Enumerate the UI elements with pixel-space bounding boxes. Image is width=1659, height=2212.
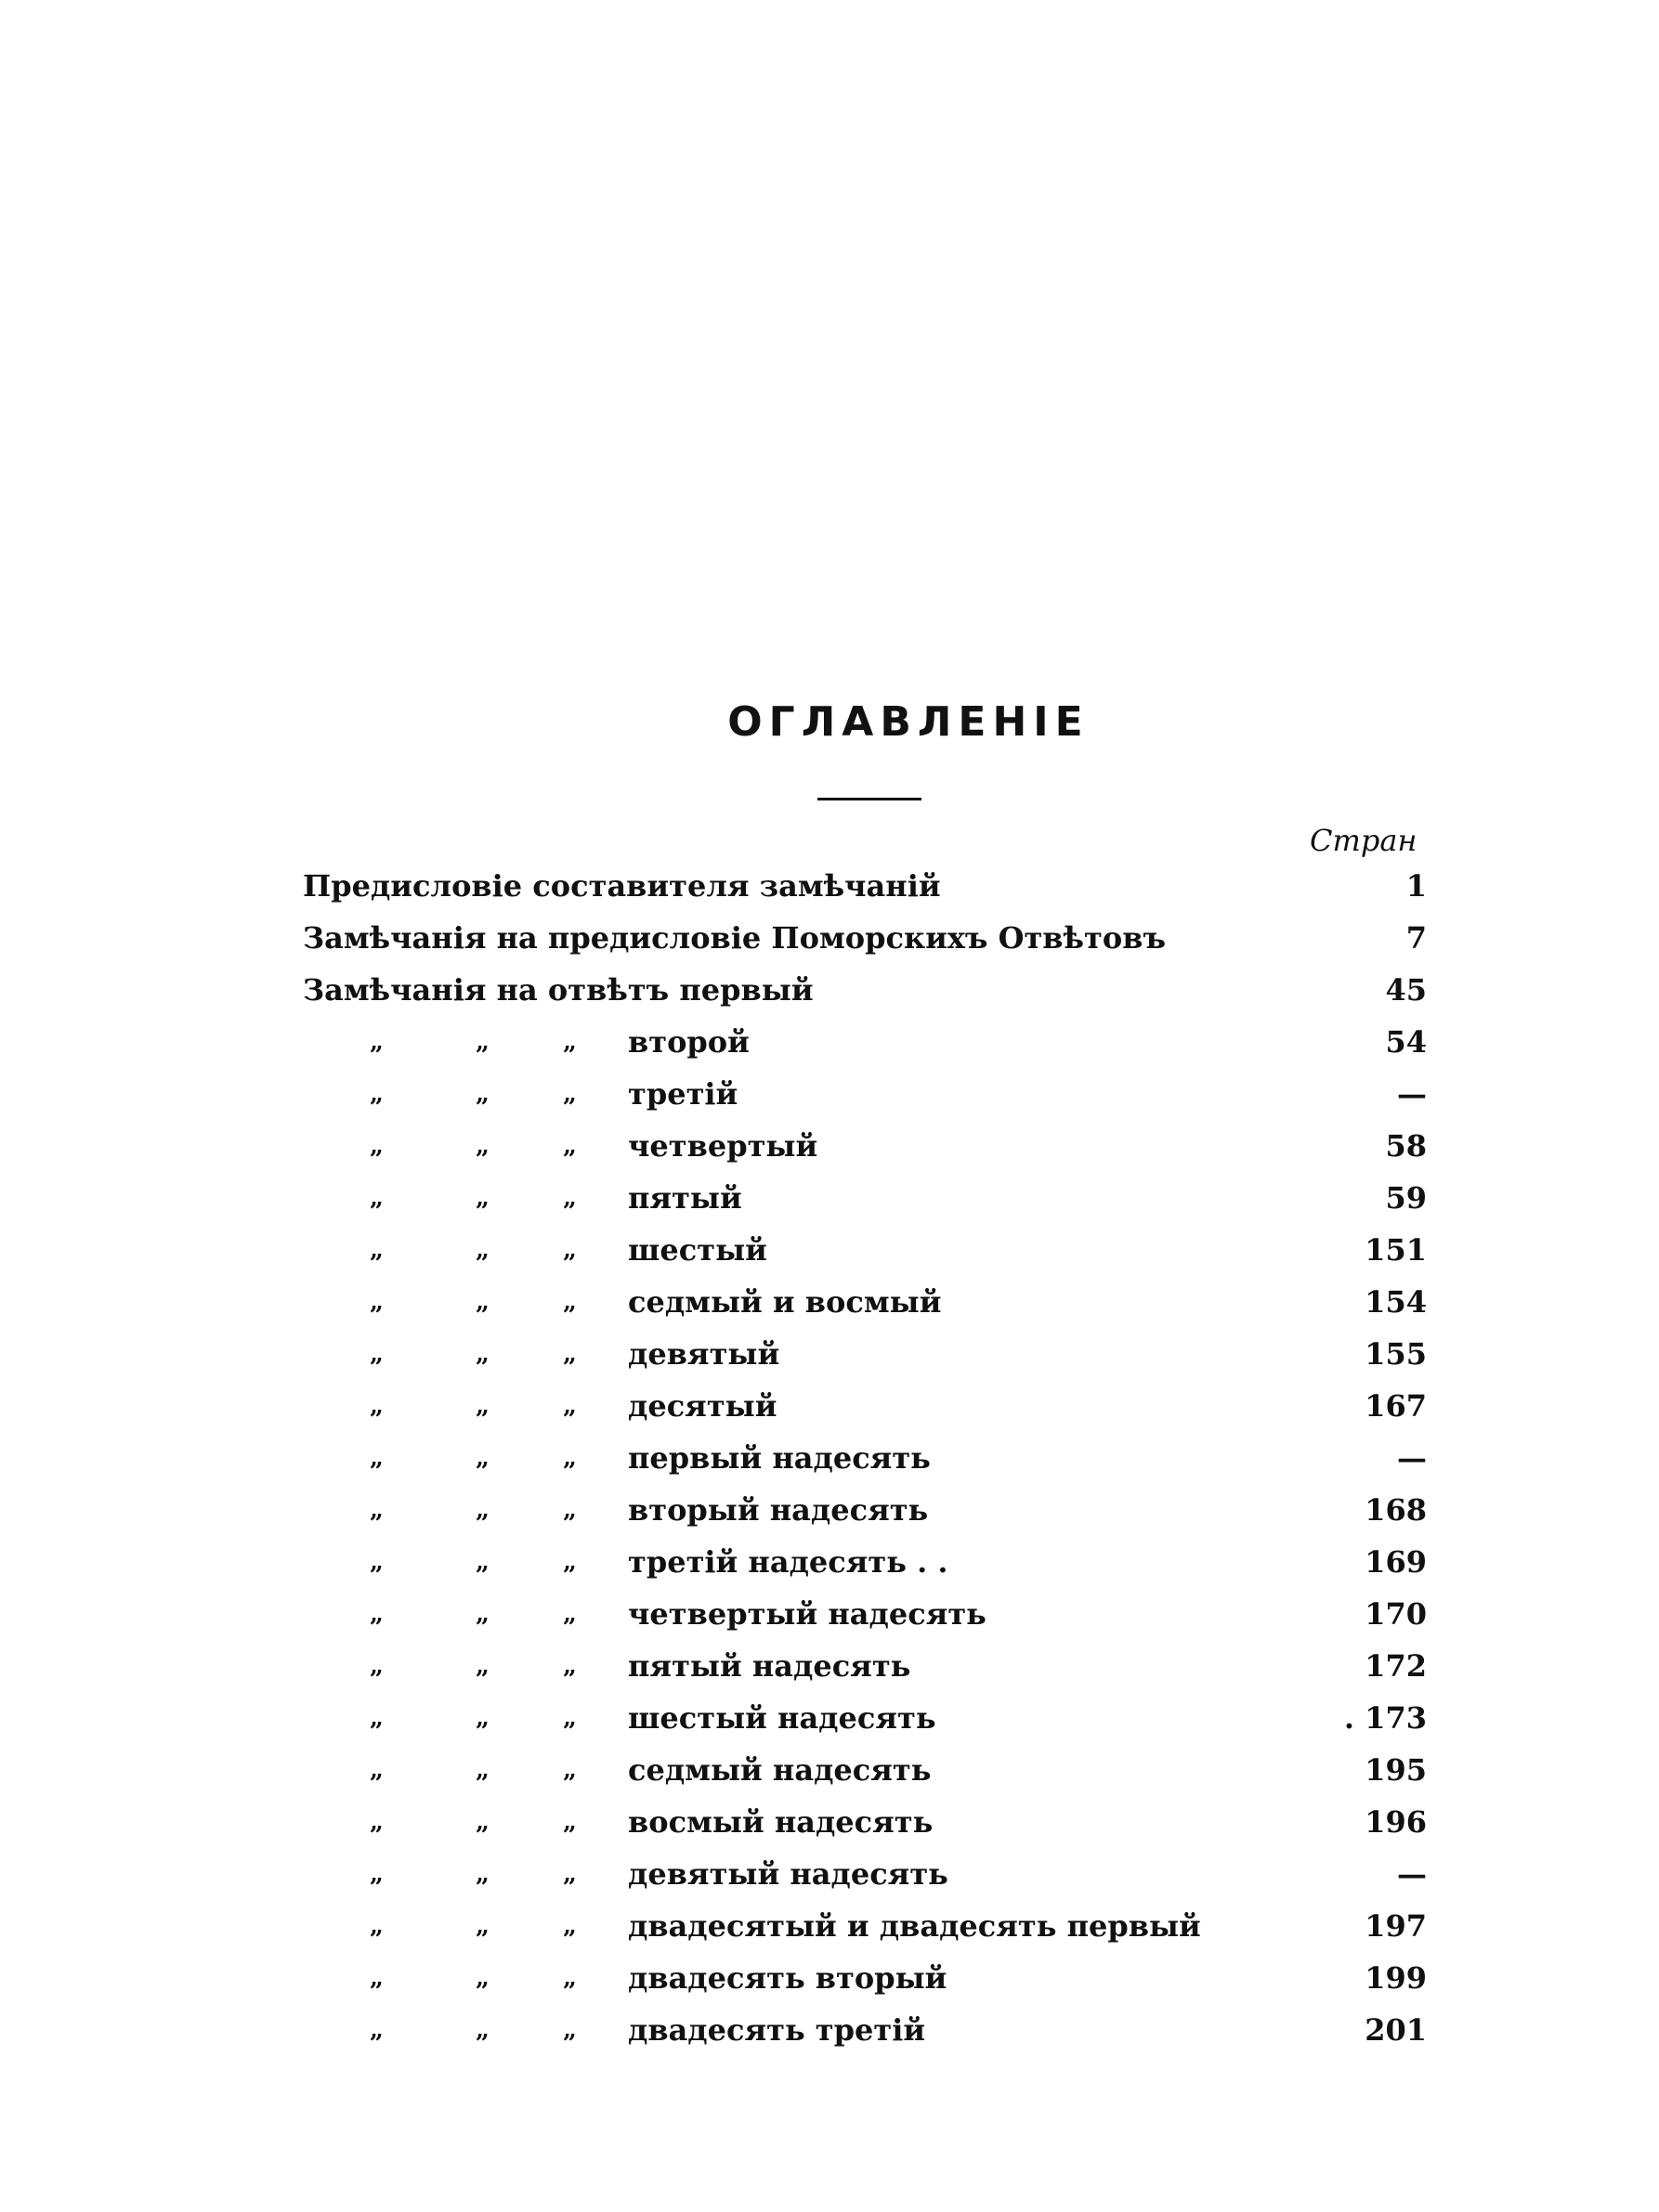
toc-entry-page: 167 <box>1365 1388 1427 1424</box>
toc-entry-page: 59 <box>1385 1180 1427 1216</box>
ditto-mark: „ <box>563 1340 577 1368</box>
toc-entry <box>303 1380 1427 1432</box>
toc-entry-title: пятый <box>628 1180 742 1216</box>
ditto-mark: „ <box>370 1600 384 1628</box>
ditto-mark: „ <box>563 1496 577 1524</box>
ditto-mark: „ <box>370 1860 384 1888</box>
toc-entry-page: — <box>1397 1856 1427 1892</box>
ditto-mark: „ <box>370 1548 384 1576</box>
toc-entry-title: четвертый <box>628 1128 818 1164</box>
ditto-mark: „ <box>370 1964 384 1992</box>
ditto-mark: „ <box>370 1184 384 1212</box>
ditto-mark: „ <box>476 1028 490 1056</box>
toc-entry-page: — <box>1397 1440 1427 1476</box>
ditto-mark: „ <box>563 1808 577 1836</box>
ditto-mark: „ <box>370 1444 384 1472</box>
page-column-header: Стран <box>1310 823 1417 858</box>
ditto-mark: „ <box>370 1912 384 1940</box>
toc-entry-page: 151 <box>1365 1232 1427 1268</box>
toc-entry-page: 7 <box>1405 920 1427 956</box>
toc-entry-page: — <box>1397 1076 1427 1112</box>
ditto-mark: „ <box>563 1184 577 1212</box>
toc-entry <box>303 1016 1427 1068</box>
toc-entry-title: второй <box>628 1024 750 1060</box>
toc-entry <box>303 1172 1427 1224</box>
toc-entry-title: пятый надесять <box>628 1648 911 1684</box>
ditto-mark: „ <box>476 1600 490 1628</box>
toc-entry-title: девятый надесять <box>628 1856 948 1892</box>
toc-entry <box>303 1900 1427 1952</box>
ditto-mark: „ <box>563 1132 577 1160</box>
toc-entry-title: вторый надесять <box>628 1492 929 1528</box>
toc-entry-page: 1 <box>1405 868 1427 904</box>
ditto-mark: „ <box>370 1236 384 1264</box>
toc-entry-page: 195 <box>1365 1752 1427 1788</box>
ditto-mark: „ <box>563 1964 577 1992</box>
toc-entry-page: . 173 <box>1343 1700 1427 1736</box>
ditto-mark: „ <box>563 1860 577 1888</box>
toc-entry <box>303 1120 1427 1172</box>
toc-entry <box>303 1744 1427 1796</box>
ditto-mark: „ <box>476 1964 490 1992</box>
ditto-mark: „ <box>476 1444 490 1472</box>
ditto-mark: „ <box>563 1392 577 1420</box>
toc-entry <box>303 1588 1427 1640</box>
toc-entry <box>303 912 1427 964</box>
ditto-mark: „ <box>563 1652 577 1680</box>
toc-entry-page: 154 <box>1365 1284 1427 1320</box>
toc-entry-title: Замѣчанiя на предисловiе Поморскихъ Отвѣтовъ <box>303 920 1166 956</box>
toc-entry-page: 45 <box>1385 972 1427 1008</box>
ditto-mark: „ <box>476 1912 490 1940</box>
ditto-mark: „ <box>370 1132 384 1160</box>
toc-entry-title: третiй <box>628 1076 738 1112</box>
ditto-mark: „ <box>476 1496 490 1524</box>
toc-entry-title: Предисловiе составителя замѣчанiй <box>303 868 941 904</box>
toc-entry <box>303 1640 1427 1692</box>
toc-entry-page: 169 <box>1365 1544 1427 1580</box>
toc-entry-title: четвертый надесять <box>628 1596 986 1632</box>
toc-entry-title: седмый надесять <box>628 1752 932 1788</box>
toc-entry <box>303 1848 1427 1900</box>
toc-entry-page: 155 <box>1365 1336 1427 1372</box>
ditto-mark: „ <box>476 1080 490 1108</box>
ditto-mark: „ <box>476 1288 490 1316</box>
ditto-mark: „ <box>563 1756 577 1784</box>
toc-entry-title: Замѣчанiя на отвѣтъ первый <box>303 972 814 1008</box>
toc-entry <box>303 964 1427 1016</box>
ditto-mark: „ <box>563 1080 577 1108</box>
toc-entry-title: двадесятый и двадесять первый <box>628 1908 1201 1944</box>
ditto-mark: „ <box>370 1652 384 1680</box>
ditto-mark: „ <box>370 1392 384 1420</box>
toc-entry-title: восмый надесять <box>628 1804 934 1840</box>
toc-entry-page: 199 <box>1365 1960 1427 1996</box>
toc-entry-page: 197 <box>1365 1908 1427 1944</box>
page-title: ОГЛАВЛЕНIЕ <box>727 698 1090 746</box>
toc-entry <box>303 1796 1427 1848</box>
ditto-mark: „ <box>476 1236 490 1264</box>
toc-entry-title: двадесять вторый <box>628 1960 947 1996</box>
ditto-mark: „ <box>563 1236 577 1264</box>
ditto-mark: „ <box>370 1288 384 1316</box>
ditto-mark: „ <box>476 1652 490 1680</box>
toc-entry <box>303 1536 1427 1588</box>
ditto-mark: „ <box>476 1860 490 1888</box>
toc-entry <box>303 1432 1427 1484</box>
ditto-mark: „ <box>370 1080 384 1108</box>
toc-entry-title: девятый <box>628 1336 780 1372</box>
ditto-mark: „ <box>476 1132 490 1160</box>
ditto-mark: „ <box>563 1600 577 1628</box>
ditto-mark: „ <box>476 1756 490 1784</box>
toc-entry-title: шестый <box>628 1232 767 1268</box>
toc-entry-title: седмый и восмый <box>628 1284 942 1320</box>
ditto-mark: „ <box>370 1808 384 1836</box>
ditto-mark: „ <box>563 1028 577 1056</box>
toc-entry <box>303 1328 1427 1380</box>
ditto-mark: „ <box>370 1340 384 1368</box>
table-of-contents <box>303 860 1427 2056</box>
toc-entry <box>303 1276 1427 1328</box>
toc-entry-page: 196 <box>1365 1804 1427 1840</box>
toc-entry-title: двадесять третiй <box>628 2012 926 2048</box>
toc-entry-page: 201 <box>1365 2012 1427 2048</box>
ditto-mark: „ <box>563 1704 577 1732</box>
toc-entry-page: 168 <box>1365 1492 1427 1528</box>
ditto-mark: „ <box>370 1496 384 1524</box>
toc-entry-title: первый надесять <box>628 1440 931 1476</box>
ditto-mark: „ <box>370 2016 384 2044</box>
toc-entry <box>303 1692 1427 1744</box>
toc-entry <box>303 1068 1427 1120</box>
toc-entry <box>303 1952 1427 2004</box>
ditto-mark: „ <box>476 1184 490 1212</box>
ditto-mark: „ <box>563 1912 577 1940</box>
ditto-mark: „ <box>563 2016 577 2044</box>
ditto-mark: „ <box>370 1704 384 1732</box>
toc-entry-title: шестый надесять <box>628 1700 936 1736</box>
ditto-mark: „ <box>476 1548 490 1576</box>
toc-entry <box>303 860 1427 912</box>
title-divider <box>817 798 921 800</box>
ditto-mark: „ <box>476 1340 490 1368</box>
ditto-mark: „ <box>476 1392 490 1420</box>
ditto-mark: „ <box>476 1808 490 1836</box>
toc-entry-title: десятый <box>628 1388 777 1424</box>
toc-entry-page: 54 <box>1385 1024 1427 1060</box>
ditto-mark: „ <box>563 1548 577 1576</box>
ditto-mark: „ <box>476 2016 490 2044</box>
ditto-mark: „ <box>370 1756 384 1784</box>
toc-entry <box>303 1224 1427 1276</box>
ditto-mark: „ <box>370 1028 384 1056</box>
toc-entry <box>303 1484 1427 1536</box>
toc-entry-page: 172 <box>1365 1648 1427 1684</box>
toc-entry-page: 170 <box>1365 1596 1427 1632</box>
toc-entry <box>303 2004 1427 2056</box>
toc-entry-page: 58 <box>1385 1128 1427 1164</box>
ditto-mark: „ <box>563 1444 577 1472</box>
ditto-mark: „ <box>476 1704 490 1732</box>
ditto-mark: „ <box>563 1288 577 1316</box>
toc-entry-title: третiй надесять . . <box>628 1544 948 1580</box>
